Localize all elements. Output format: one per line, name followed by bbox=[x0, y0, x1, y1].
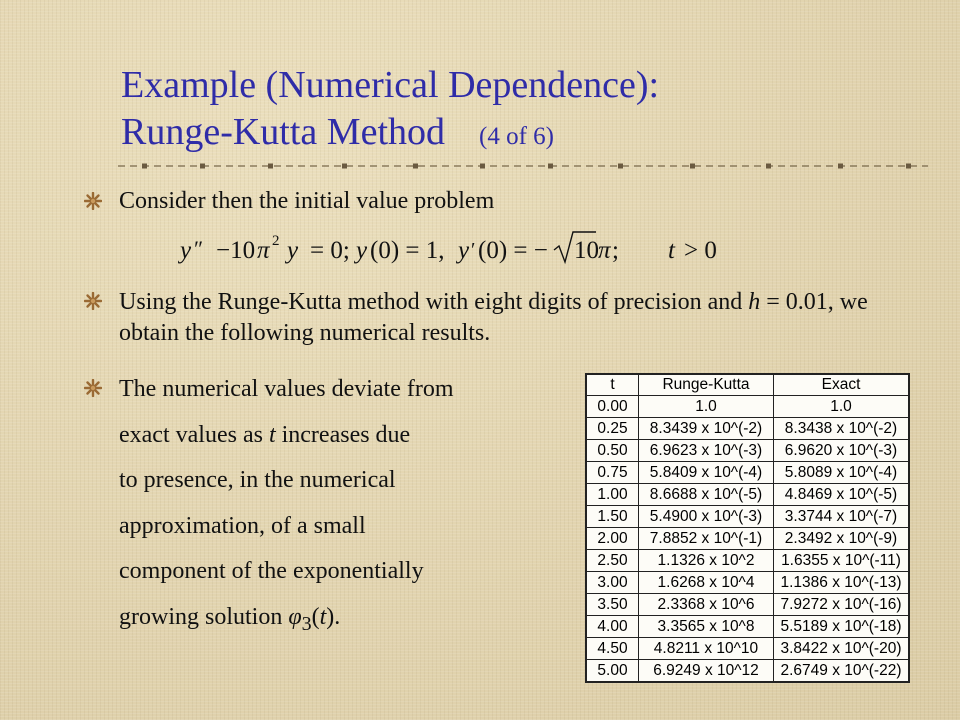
svg-text:(0) = 1,: (0) = 1, bbox=[370, 237, 445, 264]
header-runge-kutta: Runge-Kutta bbox=[639, 374, 774, 396]
svg-text:′: ′ bbox=[471, 239, 476, 261]
table-row: 2.50 1.1326 x 10^2 1.6355 x 10^(-11) bbox=[586, 550, 909, 572]
table-row: 4.00 3.3565 x 10^8 5.5189 x 10^(-18) bbox=[586, 616, 909, 638]
svg-text:π: π bbox=[598, 237, 611, 264]
svg-text:y: y bbox=[458, 237, 470, 264]
header-t: t bbox=[586, 374, 639, 396]
results-table bbox=[585, 373, 910, 683]
table-row: 1.00 8.6688 x 10^(-5) 4.8469 x 10^(-5) bbox=[586, 484, 909, 506]
bullet-text: Using the Runge-Kutta method with eight digits of precision and h = 0.01, we obtain the following numerical results. bbox=[119, 289, 868, 346]
bullet-text: The numerical values deviate from exact values as t increases due to presence, in the numerical approximation, of a small component of the exponentially growing solution $\varphi_3(t)$. bbox=[119, 376, 454, 635]
table-row: 1.50 5.4900 x 10^(-3) 3.3744 x 10^(-7) bbox=[586, 506, 909, 528]
svg-text:−10: −10 bbox=[216, 237, 256, 264]
table-row: 2.00 7.8852 x 10^(-1) 2.3492 x 10^(-9) bbox=[586, 528, 909, 550]
header-exact: Exact bbox=[774, 374, 910, 396]
table-row: 3.50 2.3368 x 10^6 7.9272 x 10^(-16) bbox=[586, 594, 909, 616]
svg-text:y: y bbox=[180, 237, 192, 264]
slide-counter: (4 of 6) bbox=[479, 123, 554, 150]
svg-text:y: y bbox=[287, 237, 299, 264]
svg-text:π: π bbox=[257, 237, 270, 264]
table-row: 0.75 5.8409 x 10^(-4) 5.8089 x 10^(-4) bbox=[586, 462, 909, 484]
table-row: 3.00 1.6268 x 10^4 1.1386 x 10^(-13) bbox=[586, 572, 909, 594]
bullet-text: Consider then the initial value problem bbox=[119, 188, 495, 214]
slide-title bbox=[121, 62, 659, 160]
title-line-1: Example (Numerical Dependence): bbox=[121, 64, 660, 106]
table-row: 0.00 1.0 1.0 bbox=[586, 396, 909, 418]
title-divider bbox=[118, 160, 928, 172]
svg-text:10: 10 bbox=[574, 237, 599, 264]
svg-text:;: ; bbox=[612, 237, 619, 264]
initial-value-equation bbox=[178, 226, 738, 270]
title-line-2: Runge-Kutta Method bbox=[121, 111, 446, 153]
svg-text:y: y bbox=[356, 237, 368, 264]
svg-text:t: t bbox=[668, 237, 675, 264]
table-row: 0.25 8.3439 x 10^(-2) 8.3438 x 10^(-2) bbox=[586, 418, 909, 440]
svg-text:> 0: > 0 bbox=[684, 237, 717, 264]
svg-text:2: 2 bbox=[272, 233, 280, 249]
phi-symbol: φ bbox=[288, 603, 302, 630]
table-header-row bbox=[586, 374, 909, 396]
sparkle-icon bbox=[84, 292, 102, 310]
table-row: 4.50 4.8211 x 10^10 3.8422 x 10^(-20) bbox=[586, 638, 909, 660]
svg-text:″: ″ bbox=[194, 236, 204, 261]
svg-text:= 0;: = 0; bbox=[310, 237, 350, 264]
sparkle-icon bbox=[84, 192, 102, 210]
table-row: 5.00 6.9249 x 10^12 2.6749 x 10^(-22) bbox=[586, 660, 909, 683]
table-row: 0.50 6.9623 x 10^(-3) 6.9620 x 10^(-3) bbox=[586, 440, 909, 462]
svg-text:(0) = −: (0) = − bbox=[478, 237, 548, 264]
sparkle-icon bbox=[84, 379, 102, 397]
